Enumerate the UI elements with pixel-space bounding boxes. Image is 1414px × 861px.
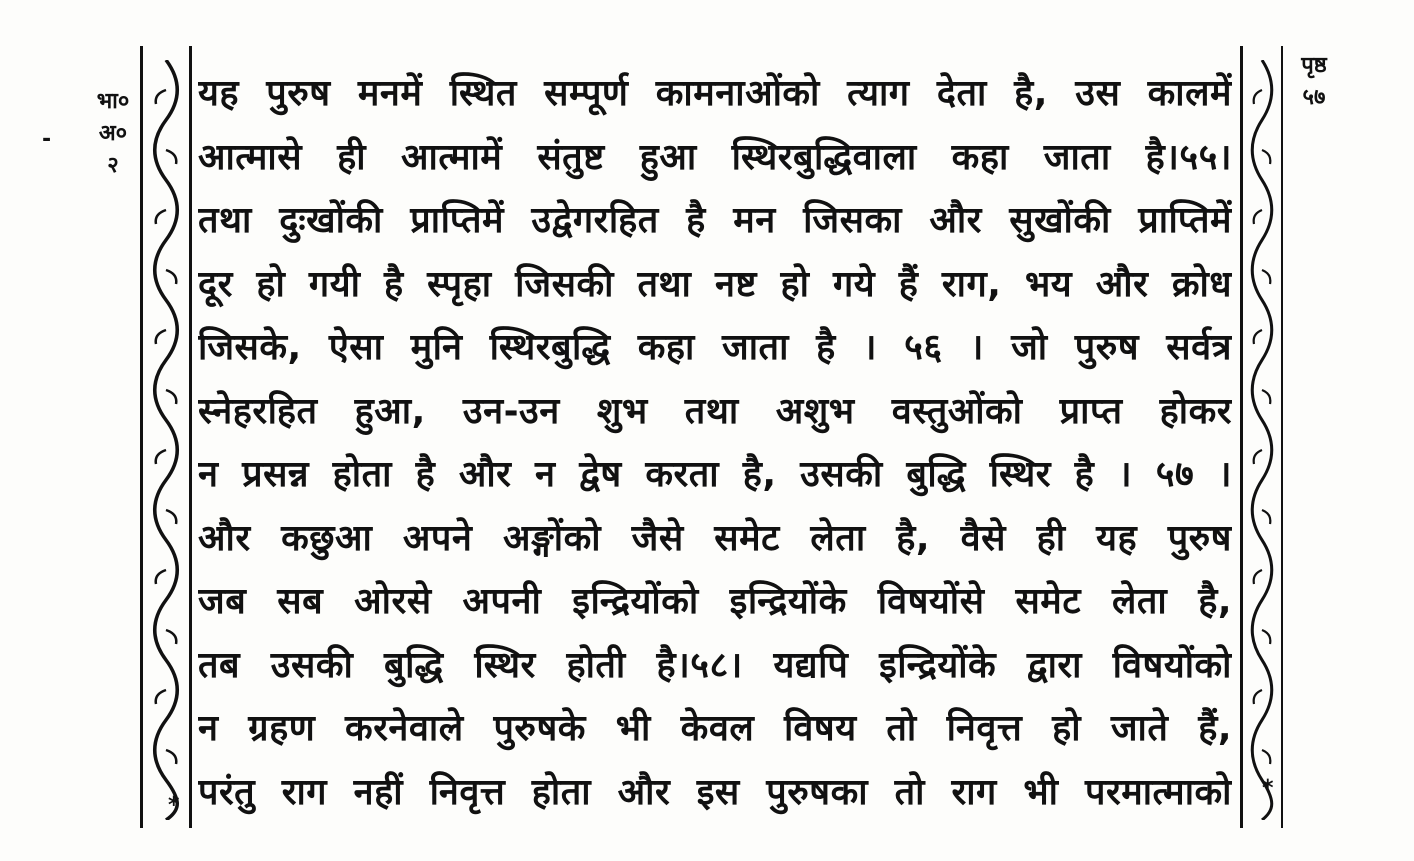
text-line-1: यह पुरुष मनमें स्थित सम्पूर्ण कामनाओंको त्याग देता है, उस कालमें [198, 73, 1232, 114]
left-star-ornament: * [168, 793, 180, 818]
page-label: पृष्ठ [1301, 53, 1327, 78]
text-line-9: जब सब ओरसे अपनी इन्द्रियोंको इन्द्रियोंके विषयोंसे समेट लेता है, [198, 581, 1232, 622]
text-line-2: आत्मासे ही आत्मामें संतुष्ट हुआ स्थिरबुद्धिवाला कहा जाता है।५५। [198, 136, 1232, 178]
body-text [198, 62, 1232, 824]
page-number: ५७ [1302, 85, 1326, 110]
left-vine-ornament [147, 60, 185, 820]
text-line-6: स्नेहरहित हुआ, उन-उन शुभ तथा अशुभ वस्तुओंको प्राप्त होकर [198, 390, 1232, 432]
right-border-inner-rule [1240, 46, 1243, 828]
text-line-8: और कछुआ अपने अङ्गोंको जैसे समेट लेता है, वैसे ही यह पुरुष [198, 517, 1232, 559]
chapter-ref-line-2: अ० [98, 121, 128, 146]
left-border-outer-rule [140, 46, 143, 828]
chapter-ref-line-3: २ [107, 153, 119, 178]
text-line-10: तब उसकी बुद्धि स्थिर होती है।५८। यद्यपि इन्द्रियोंके द्वारा विषयोंको [198, 644, 1232, 686]
right-star-ornament: * [1262, 776, 1274, 801]
text-line-3: तथा दुःखोंकी प्राप्तिमें उद्वेगरहित है मन जिसका और सुखोंकी प्राप्तिमें [198, 200, 1232, 241]
text-line-12: परंतु राग नहीं निवृत्त होता और इस पुरुषका तो राग भी परमात्माको [198, 771, 1232, 813]
text-line-7: न प्रसन्न होता है और न द्वेष करता है, उसकी बुद्धि स्थिर है । ५७ । [198, 454, 1232, 495]
chapter-reference [42, 86, 148, 182]
page-number-block [1284, 50, 1344, 114]
text-line-4: दूर हो गयी है स्पृहा जिसकी तथा नष्ट हो गये हैं राग, भय और क्रोध [198, 263, 1232, 305]
right-vine-ornament [1245, 60, 1279, 820]
text-line-5: जिसके, ऐसा मुनि स्थिरबुद्धि कहा जाता है । ५६ । जो पुरुष सर्वत्र [198, 327, 1232, 368]
left-border-inner-rule [189, 46, 192, 828]
chapter-ref-line-1: भा० [96, 89, 130, 114]
right-border-outer-rule [1281, 46, 1283, 828]
text-line-11: न ग्रहण करनेवाले पुरुषके भी केवल विषय तो निवृत्त हो जाते हैं, [198, 708, 1232, 749]
margin-dash: - [42, 127, 52, 152]
